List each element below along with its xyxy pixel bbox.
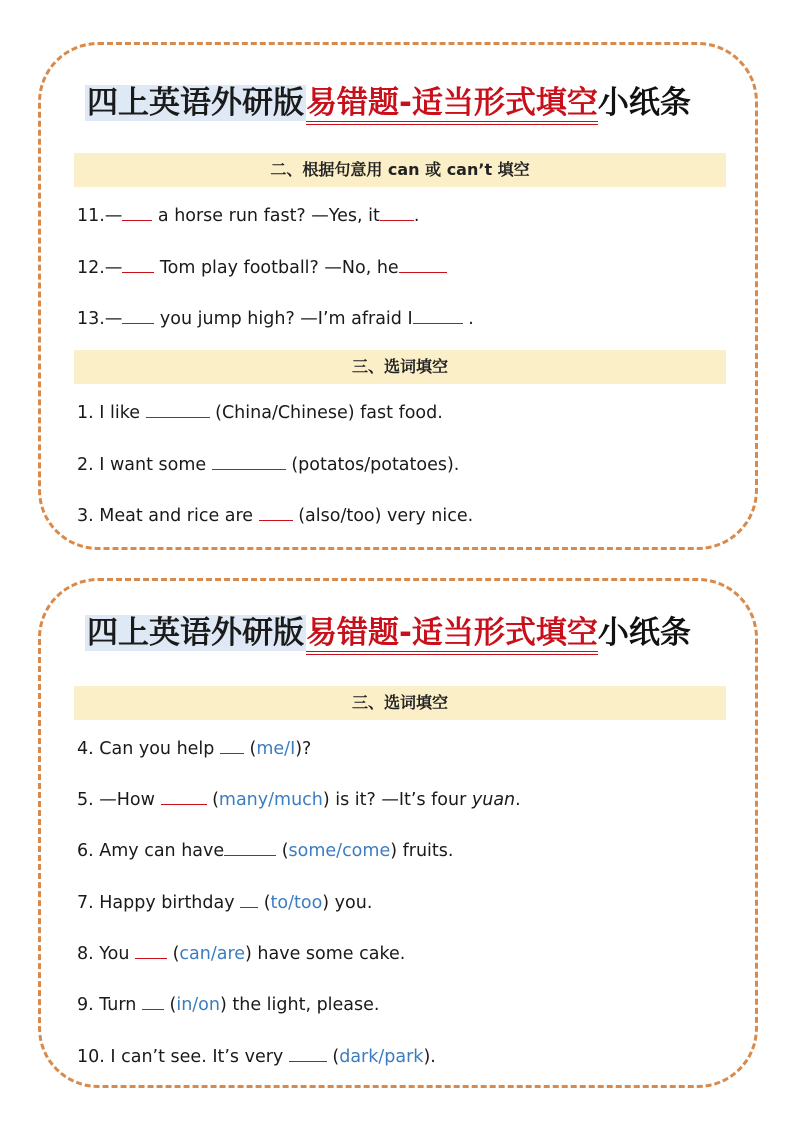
word-options: dark/park (339, 1047, 424, 1067)
question-text: 6. Amy can have (77, 841, 225, 861)
question-text: . (462, 309, 474, 329)
word-options: to/too (270, 893, 323, 913)
answer-blank[interactable] (220, 735, 244, 754)
word-options: can/are (179, 944, 246, 964)
question-5 (77, 786, 521, 812)
question-text: 2. I want some (77, 455, 212, 475)
question-13 (77, 305, 474, 331)
question-text: . (413, 206, 420, 226)
word-options: me/I (256, 739, 296, 759)
answer-blank[interactable] (142, 991, 164, 1010)
answer-blank[interactable] (122, 305, 154, 324)
word-options: many/much (218, 790, 323, 810)
word-options: in/on (176, 995, 220, 1015)
section-header-word-choice: 三、选词填空 (74, 686, 726, 720)
question-10 (77, 1043, 436, 1069)
question-text: ) is it? —It’s four (322, 790, 472, 810)
title-part-end: 小纸条 (597, 85, 691, 121)
question-text: (China/Chinese) fast food. (209, 403, 443, 423)
question-1 (77, 399, 443, 425)
paren-open: ( (206, 790, 219, 810)
title-part-plain: 四上英语外研版 (87, 85, 304, 121)
question-text: 3. Meat and rice are (77, 506, 259, 526)
card-title (85, 605, 725, 661)
question-text: 5. —How (77, 790, 161, 810)
title-part-red-2: 适当形式填空 (412, 615, 598, 655)
question-6 (77, 837, 453, 863)
currency-word: yuan (471, 790, 516, 810)
answer-blank[interactable] (289, 1043, 327, 1062)
paren-open: ( (163, 995, 177, 1015)
section-header-can-cant: 二、根据句意用 can 或 can’t 填空 (74, 153, 726, 187)
paren-open: ( (326, 1047, 340, 1067)
question-text: ). (423, 1047, 436, 1067)
paren-open: ( (276, 841, 289, 861)
question-9 (77, 991, 379, 1017)
question-text: (potatos/potatoes). (285, 455, 460, 475)
section-header-word-choice: 三、选词填空 (74, 350, 726, 384)
question-text: ) you. (322, 893, 373, 913)
title-part-red-2: 适当形式填空 (412, 85, 598, 125)
answer-blank[interactable] (122, 202, 152, 221)
question-text: 12.— (77, 258, 123, 278)
answer-blank[interactable] (135, 940, 167, 959)
question-text: ) fruits. (390, 841, 454, 861)
question-text: a horse run fast? —Yes, it (152, 206, 380, 226)
question-12 (77, 254, 447, 280)
question-3 (77, 502, 473, 528)
question-text: ) have some cake. (245, 944, 406, 964)
question-text: 1. I like (77, 403, 146, 423)
answer-blank[interactable] (259, 502, 293, 521)
worksheet-card-1 (38, 42, 758, 550)
title-dash: - (399, 615, 412, 655)
question-text: 4. Can you help (77, 739, 220, 759)
question-text: Tom play football? —No, he (154, 258, 399, 278)
question-text: 8. You (77, 944, 135, 964)
question-text: 10. I can’t see. It’s very (77, 1047, 289, 1067)
word-options: some/come (288, 841, 391, 861)
worksheet-card-2 (38, 578, 758, 1088)
title-part-plain: 四上英语外研版 (87, 615, 304, 651)
question-7 (77, 889, 372, 915)
card-title (85, 75, 725, 131)
question-text: )? (295, 739, 312, 759)
question-4 (77, 735, 311, 761)
question-text: ) the light, please. (219, 995, 380, 1015)
answer-blank[interactable] (413, 305, 463, 324)
question-11 (77, 202, 419, 228)
question-text: (also/too) very nice. (292, 506, 474, 526)
answer-blank[interactable] (380, 202, 414, 221)
answer-blank[interactable] (224, 837, 276, 856)
answer-blank[interactable] (240, 889, 258, 908)
paren-open: ( (258, 893, 271, 913)
answer-blank[interactable] (399, 254, 447, 273)
question-text: 11.— (77, 206, 123, 226)
question-text: 13.— (77, 309, 123, 329)
answer-blank[interactable] (146, 399, 210, 418)
title-part-red-1: 易错题 (306, 615, 399, 655)
question-text: 9. Turn (77, 995, 142, 1015)
question-8 (77, 940, 405, 966)
answer-blank[interactable] (212, 451, 286, 470)
title-part-red-1: 易错题 (306, 85, 399, 125)
answer-blank[interactable] (161, 786, 207, 805)
question-text: you jump high? —I’m afraid I (154, 309, 413, 329)
question-2 (77, 451, 459, 477)
paren-open: ( (243, 739, 257, 759)
title-part-end: 小纸条 (597, 615, 691, 651)
paren-open: ( (167, 944, 180, 964)
question-text: . (515, 790, 521, 810)
answer-blank[interactable] (122, 254, 154, 273)
title-dash: - (399, 85, 412, 125)
question-text: 7. Happy birthday (77, 893, 241, 913)
